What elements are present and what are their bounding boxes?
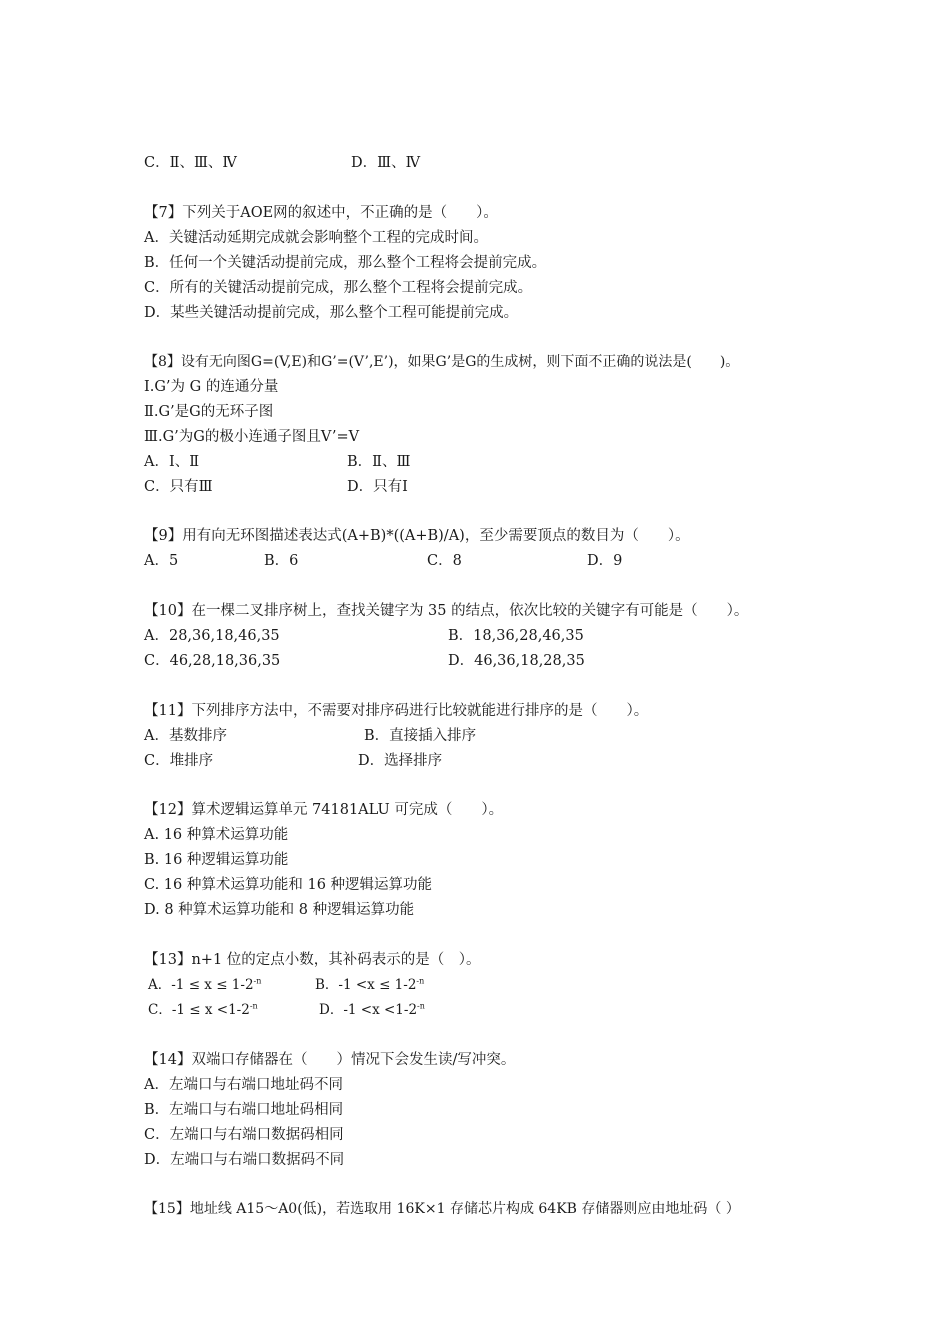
question-7-option-a: A．关键活动延期完成就会影响整个工程的完成时间。 bbox=[144, 230, 488, 246]
question-8-statement-1: Ⅰ.G’为 G 的连通分量 bbox=[144, 379, 279, 395]
question-13-stem: 【13】n+1 位的定点小数，其补码表示的是（ ）。 bbox=[144, 952, 481, 968]
exponent: -n bbox=[253, 976, 262, 986]
question-9-option-a: A．5 bbox=[144, 553, 179, 569]
question-13-option-a: A．$-1 \le x \le 1-2^{-n}$ bbox=[148, 976, 262, 993]
question-11-option-c: C．堆排序 bbox=[144, 753, 214, 769]
question-8-option-c: C．只有Ⅲ bbox=[144, 479, 213, 495]
question-9-option-b: B．6 bbox=[264, 553, 299, 569]
question-8-option-a: A．Ⅰ、Ⅱ bbox=[144, 454, 200, 470]
question-11-stem: 【11】下列排序方法中，不需要对排序码进行比较就能进行排序的是（ ）。 bbox=[144, 703, 649, 719]
question-8-statement-3: Ⅲ.G’为G的极小连通子图且V’=V bbox=[144, 429, 360, 445]
question-13-option-b: B．$-1 <x \le 1-2^{-n}$ bbox=[315, 976, 425, 993]
question-7-option-d: D．某些关键活动提前完成，那么整个工程可能提前完成。 bbox=[144, 305, 519, 321]
question-8-stem: 【8】设有无向图G=(V,E)和G’=(V’,E’)，如果G’是G的生成树，则下面不正确的说法是( )。 bbox=[144, 354, 740, 370]
question-11-option-d: D．选择排序 bbox=[358, 753, 443, 769]
question-10-option-c: C．46,28,18,36,35 bbox=[144, 653, 281, 669]
question-12-option-c: C. 16 种算术运算功能和 16 种逻辑运算功能 bbox=[144, 877, 433, 893]
question-7-option-b: B．任何一个关键活动提前完成，那么整个工程将会提前完成。 bbox=[144, 255, 547, 271]
question-14-option-d: D．左端口与右端口数据码不同 bbox=[144, 1152, 345, 1168]
question-14-option-b: B．左端口与右端口地址码相同 bbox=[144, 1102, 344, 1118]
question-12-option-d: D. 8 种算术运算功能和 8 种逻辑运算功能 bbox=[144, 902, 415, 918]
question-8-statement-2: Ⅱ.G’是G的无环子图 bbox=[144, 404, 274, 420]
question-10-option-d: D．46,36,18,28,35 bbox=[448, 653, 585, 669]
question-9-option-c: C．8 bbox=[427, 553, 462, 569]
question-14-option-c: C．左端口与右端口数据码相同 bbox=[144, 1127, 344, 1143]
question-13-option-c: C．$-1 \le x <1-2^{-n}$ bbox=[148, 1001, 258, 1018]
question-15-stem: 【15】地址线 A15～A0(低)，若选取用 16K×1 存储芯片构成 64KB 存储器则应由地址码（ ） bbox=[144, 1201, 740, 1217]
question-14-stem: 【14】双端口存储器在（ ）情况下会发生读/写冲突。 bbox=[144, 1052, 516, 1068]
option-c: C．Ⅱ、Ⅲ、Ⅳ bbox=[144, 155, 237, 171]
question-8-option-d: D．只有Ⅰ bbox=[347, 479, 408, 495]
question-10-option-a: A．28,36,18,46,35 bbox=[144, 628, 280, 644]
exponent: -n bbox=[416, 976, 425, 986]
question-8-option-b: B．Ⅱ、Ⅲ bbox=[347, 454, 411, 470]
question-14-option-a: A．左端口与右端口地址码不同 bbox=[144, 1077, 343, 1093]
question-12-option-a: A. 16 种算术运算功能 bbox=[144, 827, 289, 843]
exponent: -n bbox=[249, 1001, 258, 1011]
question-9-option-d: D．9 bbox=[587, 553, 623, 569]
question-10-stem: 【10】在一棵二叉排序树上，查找关键字为 35 的结点，依次比较的关键字有可能是（ ）。 bbox=[144, 603, 749, 619]
question-12-option-b: B. 16 种逻辑运算功能 bbox=[144, 852, 289, 868]
question-13-option-d: D．$-1 <x <1-2^{-n}$ bbox=[319, 1001, 425, 1018]
question-12-stem: 【12】算术逻辑运算单元 74181ALU 可完成（ ）。 bbox=[144, 802, 504, 818]
exponent: -n bbox=[417, 1001, 425, 1011]
question-7-stem: 【7】下列关于AOE网的叙述中，不正确的是（ ）。 bbox=[144, 205, 498, 221]
question-11-option-b: B．直接插入排序 bbox=[364, 728, 477, 744]
option-d: D．Ⅲ、Ⅳ bbox=[351, 155, 421, 171]
question-11-option-a: A．基数排序 bbox=[144, 728, 227, 744]
question-9-stem: 【9】用有向无环图描述表达式(A+B)*((A+B)/A)，至少需要顶点的数目为（ ）。 bbox=[144, 528, 690, 544]
question-10-option-b: B．18,36,28,46,35 bbox=[448, 628, 584, 644]
question-7-option-c: C．所有的关键活动提前完成，那么整个工程将会提前完成。 bbox=[144, 280, 533, 296]
